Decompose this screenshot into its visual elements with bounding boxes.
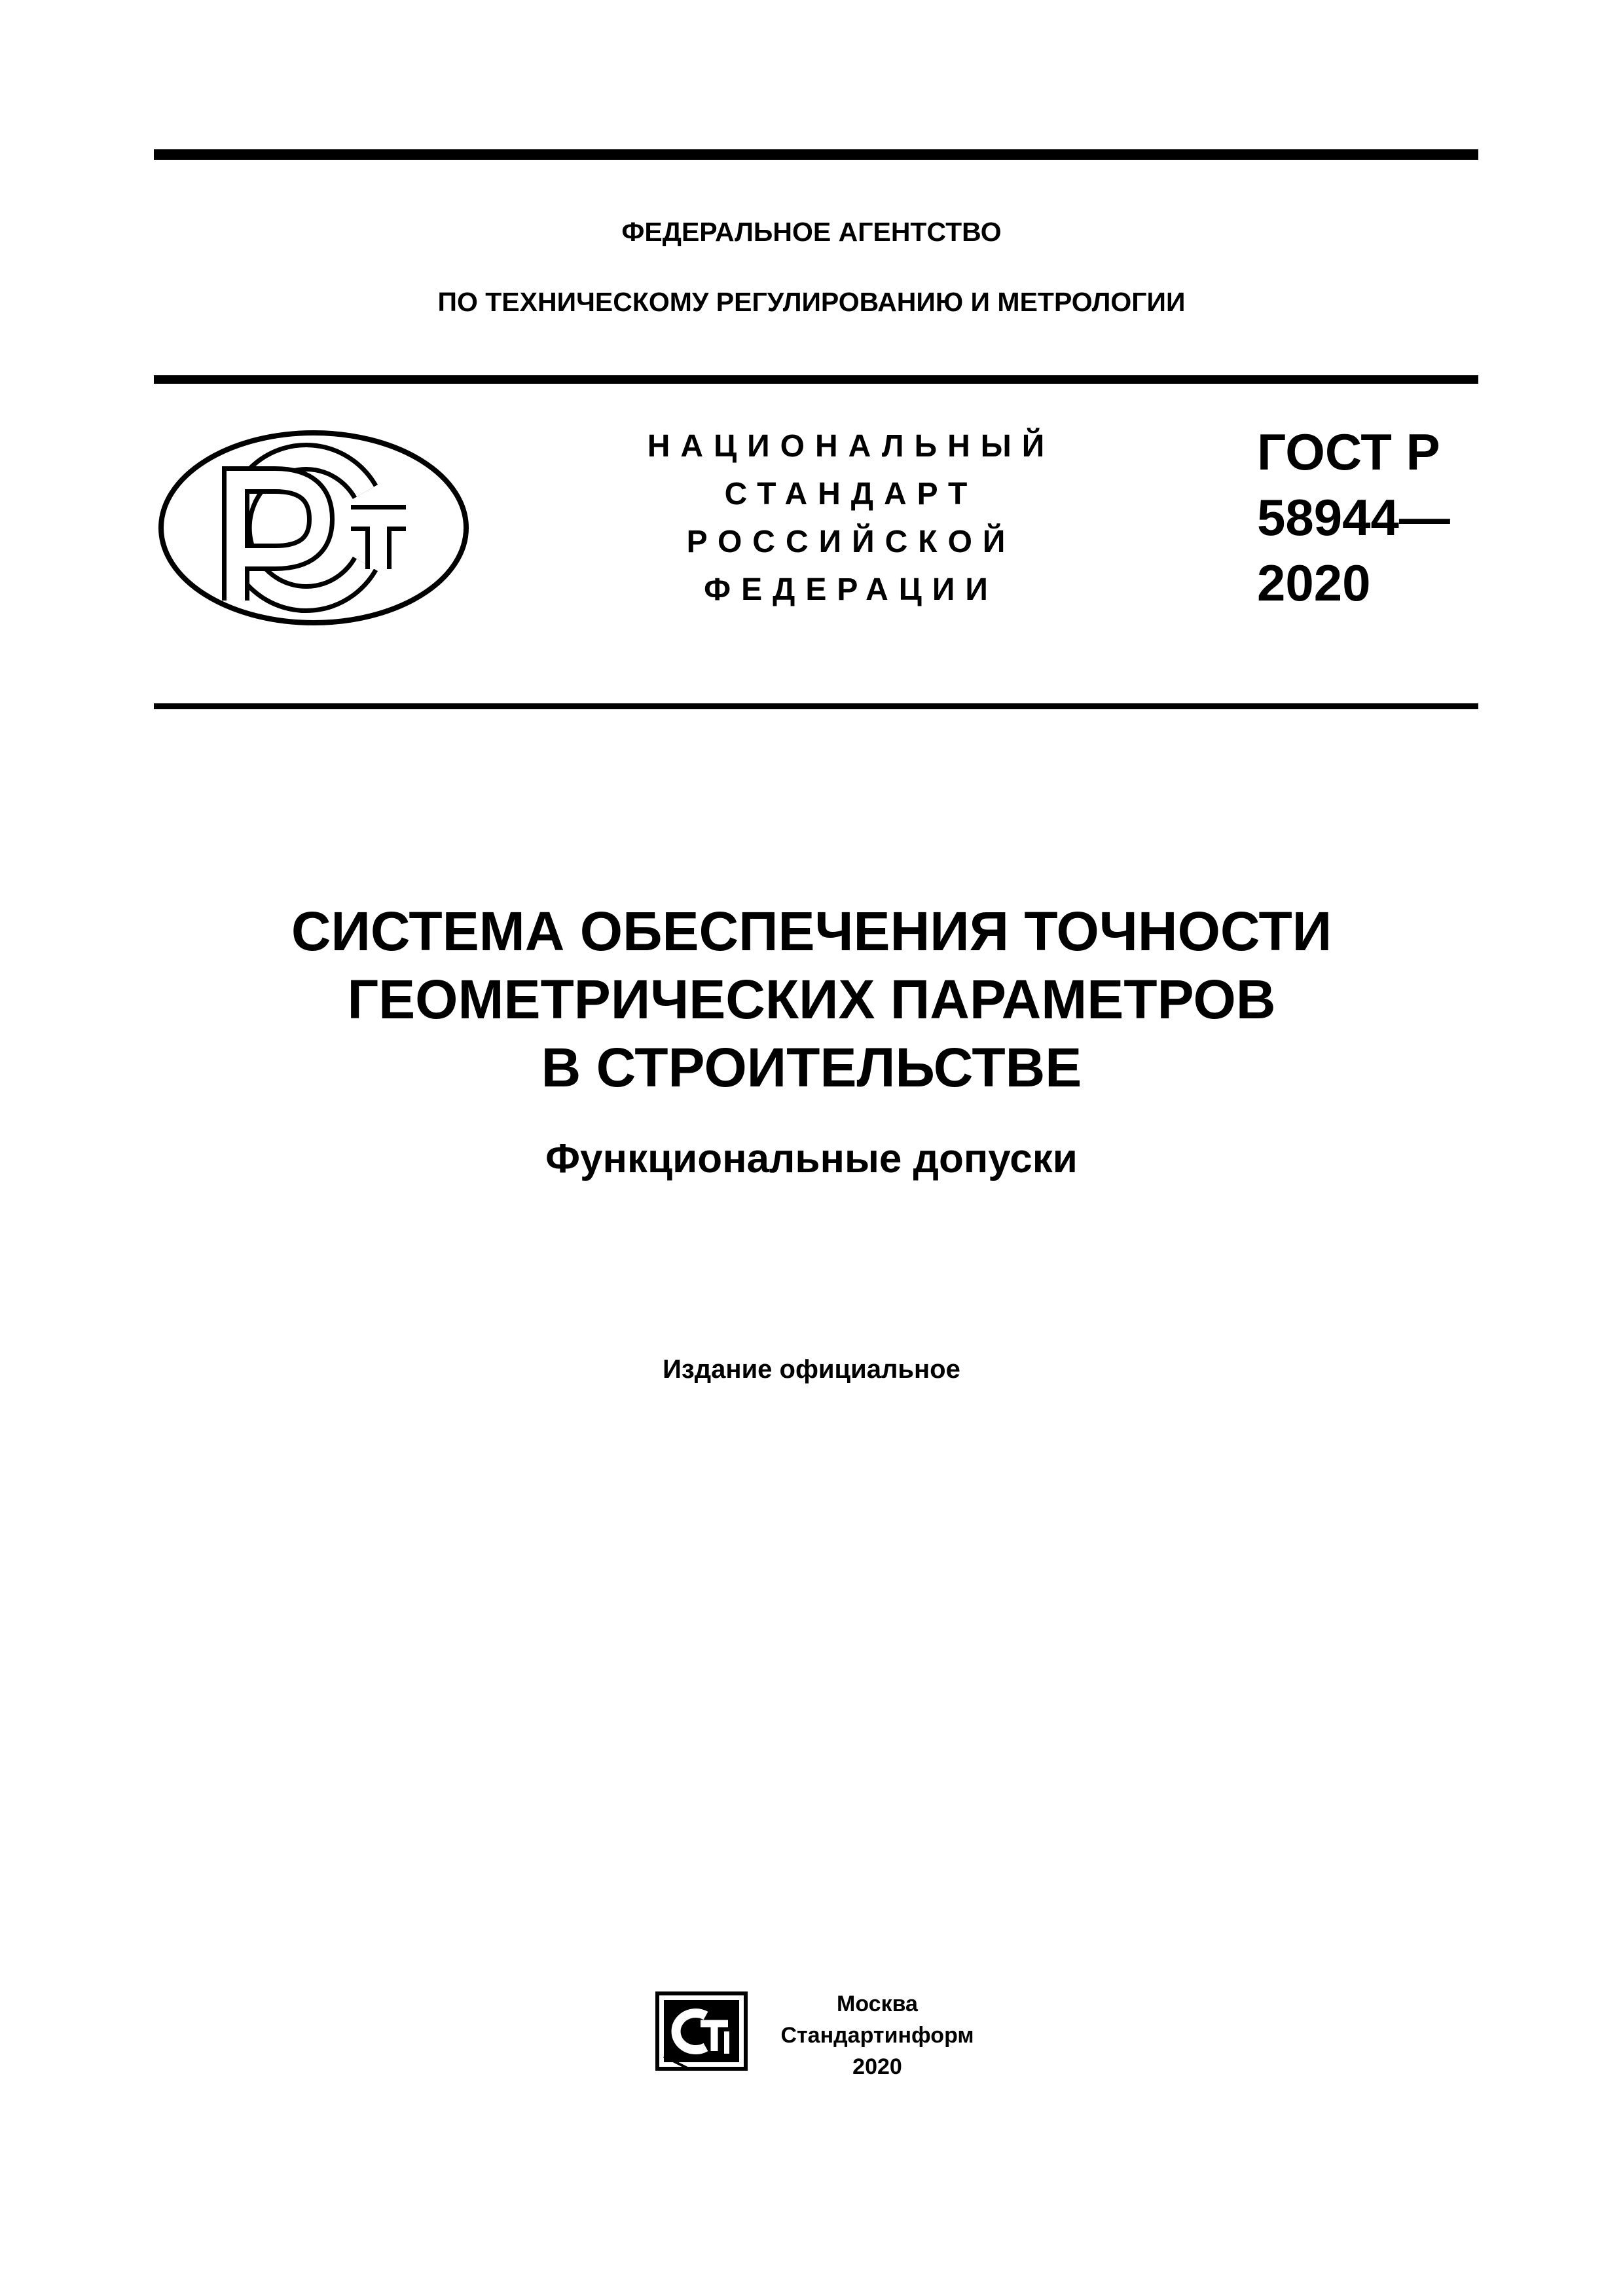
national-standard-label [629, 422, 1074, 614]
edition-note: Издание официальное [663, 1355, 960, 1384]
publisher-imprint [759, 1988, 995, 2083]
gost-r-certification-mark-icon [157, 429, 470, 627]
middle-rule [154, 375, 1478, 384]
national-standard-line-1: НАЦИОНАЛЬНЫЙ [647, 429, 1055, 464]
national-standard-line-3: РОССИЙСКОЙ [686, 525, 1016, 559]
document-title-line-3: В СТРОИТЕЛЬСТВЕ [541, 1037, 1082, 1098]
designation-line-2: 58944— [1257, 489, 1450, 546]
national-standard-line-4: ФЕДЕРАЦИИ [704, 572, 998, 607]
publisher-year: 2020 [852, 2054, 902, 2079]
publisher-city: Москва [837, 1991, 918, 2016]
designation-line-3: 2020 [1257, 554, 1371, 612]
publisher-name: Стандартинформ [780, 2023, 974, 2048]
document-subtitle: Функциональные допуски [545, 1136, 1078, 1181]
agency-name-line-2: ПО ТЕХНИЧЕСКОМУ РЕГУЛИРОВАНИЮ И МЕТРОЛОГИИ [437, 287, 1186, 317]
bottom-rule [154, 703, 1478, 709]
standard-designation [1257, 419, 1450, 616]
document-title-line-2: ГЕОМЕТРИЧЕСКИХ ПАРАМЕТРОВ [347, 969, 1276, 1030]
designation-line-1: ГОСТ Р [1257, 423, 1440, 481]
document-title-line-1: СИСТЕМА ОБЕСПЕЧЕНИЯ ТОЧНОСТИ [291, 900, 1332, 962]
agency-name-line-1: ФЕДЕРАЛЬНОЕ АГЕНТСТВО [621, 217, 1002, 247]
top-rule [154, 149, 1478, 160]
standartinform-logo-icon [655, 1991, 748, 2071]
document-title [0, 897, 1623, 1102]
national-standard-line-2: СТАНДАРТ [724, 477, 978, 511]
